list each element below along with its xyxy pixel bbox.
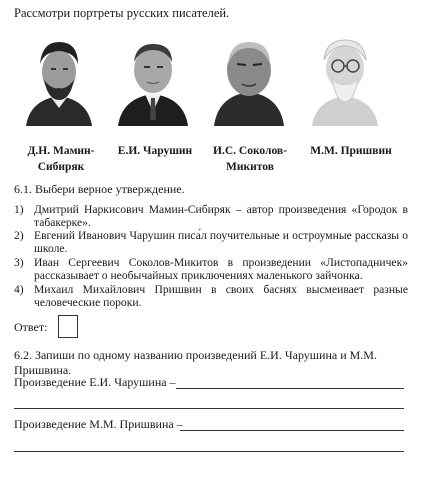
caption-charushin: Е.И. Чарушин: [117, 145, 193, 157]
caption-mamin-sibiryak: Д.Н. Мамин- Сибиряк: [27, 145, 95, 173]
option-4[interactable]: [14, 283, 408, 309]
option-text: Михаил Михайлович Пришвин в своих баснях высмеивает разные человеческие пороки.: [34, 283, 408, 309]
portrait-sokolov-mikitov: [210, 34, 288, 126]
question-6-2-title: 6.2. Запиши по одному названию произведений Е.И. Чарушина и М.М. Пришвина.: [14, 348, 377, 377]
option-text: Евгений Иванович Чарушин писа́л поучительные и остроумные рассказы о школе.: [34, 229, 408, 255]
charushin-work-line-2[interactable]: [14, 408, 404, 409]
option-2[interactable]: [14, 229, 408, 255]
option-text: Иван Сергеевич Соколов-Микитов в произведении «Листопадничек» рассказывает о необычайных приключениях маленького зайчонка.: [34, 256, 408, 282]
prishvin-work-label: Произведение М.М. Пришвина –: [14, 417, 183, 431]
option-number: 2): [14, 229, 24, 242]
prishvin-work-line-2[interactable]: [14, 451, 404, 452]
option-number: 1): [14, 203, 24, 216]
portrait-prishvin: [306, 34, 384, 126]
option-1[interactable]: [14, 203, 408, 229]
option-text: Дмитрий Наркисович Мамин-Сибиряк – автор произведения «Городок в табакерке».: [34, 203, 408, 229]
portrait-mamin-sibiryak: [20, 34, 98, 126]
charushin-work-label: Произведение Е.И. Чарушина –: [14, 375, 176, 389]
option-3[interactable]: [14, 256, 408, 282]
question-6-1-title: 6.1. Выбери верное утверждение.: [14, 182, 185, 196]
option-number: 4): [14, 283, 24, 296]
answer-box[interactable]: [58, 315, 78, 338]
answer-label: Ответ:: [14, 320, 48, 334]
intro-text: Рассмотри портреты русских писателей.: [14, 6, 230, 20]
option-number: 3): [14, 256, 24, 269]
portrait-charushin: [114, 34, 192, 126]
prishvin-work-line-1[interactable]: [180, 430, 404, 431]
charushin-work-line-1[interactable]: [176, 388, 404, 389]
caption-sokolov-mikitov: И.С. Соколов- Микитов: [213, 145, 287, 173]
caption-prishvin: М.М. Пришвин: [310, 145, 392, 157]
